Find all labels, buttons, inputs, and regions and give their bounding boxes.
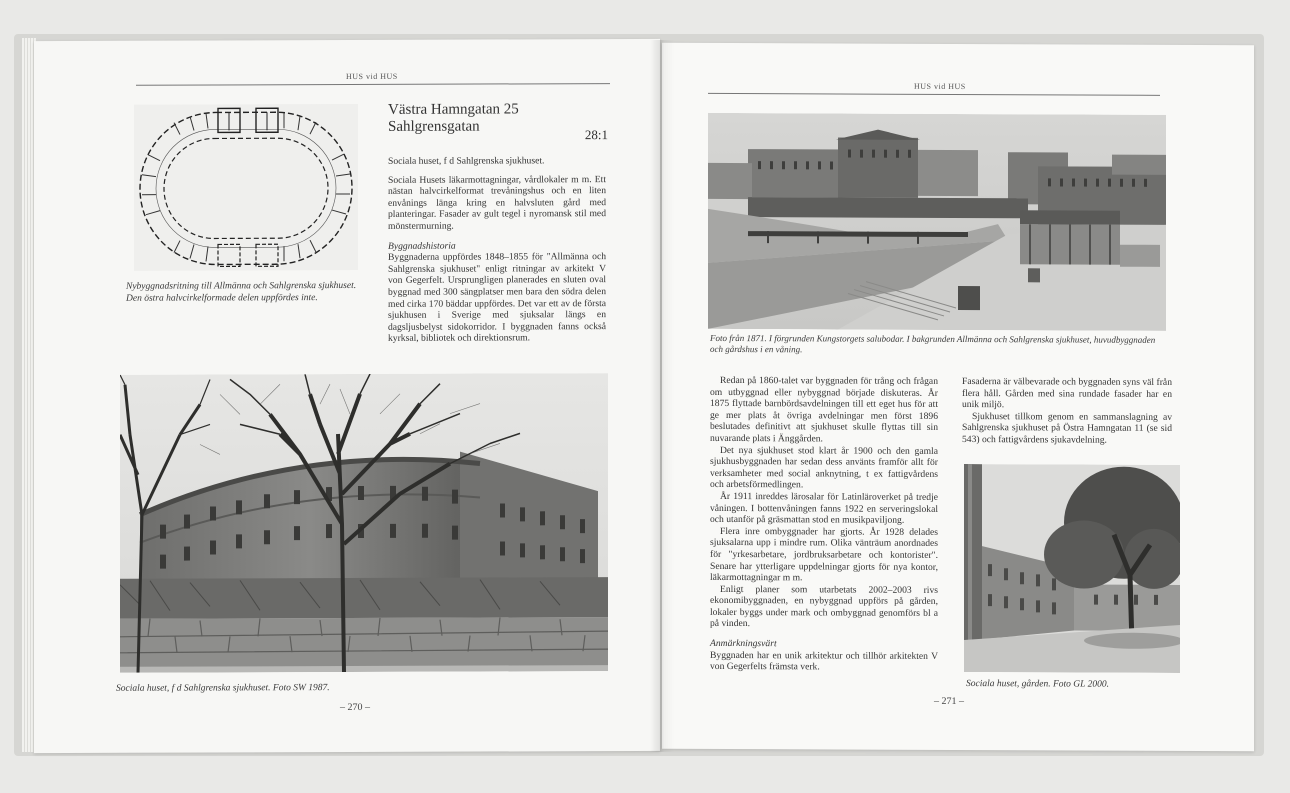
book-spine-shadow — [650, 40, 674, 752]
note-heading: Anmärkningsvärt — [710, 637, 777, 650]
main-photo-caption: Sociala huset, f d Sahlgrenska sjukhuset. Foto SW 1987. — [116, 683, 330, 694]
intro-text: Sociala huset, f d Sahlgrenska sjukhuset. — [388, 155, 545, 167]
history-heading: Byggnadshistoria — [388, 240, 456, 252]
header-rule-right — [708, 93, 1160, 96]
courtyard-photo-caption: Sociala huset, gården. Foto GL 2000. — [966, 679, 1110, 690]
page-number-left: – 270 – — [340, 701, 370, 714]
historic-1871-photo — [708, 113, 1166, 331]
courtyard-photo — [964, 464, 1180, 673]
use-text: Sociala Husets läkarmottagningar, vårdlokaler m m. Ett nästan halvcirkelformat trevåningshus och en liten envånings länga kring en halvsluten gård med planteringar. Fasader av gult tegel i nyromansk stil med mönstermurning. — [388, 173, 606, 232]
paragraph-6: Fasaderna är välbevarade och byggnaden syns väl från flera håll. Gården med sina rundade fasader har en unik miljö. — [962, 376, 1172, 411]
address-subtitle: Sahlgrensgatan — [388, 118, 480, 135]
note-text: Byggnaden har en unik arkitektur och tillhör arkitekten V von Gegerfelts främsta verk. — [710, 649, 938, 673]
address-title-block — [388, 101, 608, 143]
paragraph-5: Enligt planer som utarbetats 2002–2003 rivs ekonomibyggnaden, en nybyggnad uppförs på gården, lokaler byggs under mark och ombyggnad genomförs bl a på vinden. — [710, 583, 938, 630]
history-column-2 — [962, 376, 1172, 446]
floor-plan-drawing — [134, 104, 358, 271]
paragraph-4: Flera inre ombyggnader har gjorts. År 1928 delades sjuksalarna upp i mindre rum. Olika vänträum anordnades för "yrkesarbetare, jordbruksarbetare och kontorister". Senare har ytterligare uppdelningar gjorts för nya kontor, läkarmottagningar m m. — [710, 525, 938, 584]
hospital-building-photo — [120, 373, 608, 673]
running-head-right: HUS vid HUS — [914, 81, 966, 92]
address-title: Västra Hamngatan 25 — [388, 101, 519, 118]
right-page — [662, 43, 1254, 752]
reference-number: 28:1 — [584, 127, 608, 143]
paragraph-2: Det nya sjukhuset stod klart år 1900 och den gamla sjukhusbyggnaden har sedan dess använts framför allt för verksamheter med social anknytning, t ex fattigvårdens och arbetsförmedlingen. — [710, 444, 938, 491]
paragraph-3: År 1911 inreddes lärosalar för Latinläroverket på tredje våningen. I bottenvåningen fanns 1922 en serveringslokal och utanför på gräsmattan stod en musikpaviljong. — [710, 490, 938, 526]
paragraph-7: Sjukhuset tillkom genom en sammanslagning av Sahlgrenska sjukhuset på Östra Hamngatan 11 (se sid 543) och fattigvårdens sjukavdelning. — [962, 410, 1172, 446]
page-number-right: – 271 – — [934, 695, 964, 708]
history-text: Byggnaderna uppfördes 1848–1855 för "Allmänna och Sahlgrenska sjukhuset" enligt ritningar av arkitekt V von Gegerfelt. Ursprungligen planerades en sluten oval byggnad med 300 sängplatser men bara den södra delen med cirka 170 bäddar uppfördes. Det var ett av de första sjukhusen i Sverige med sjuksalar längs en dagsljusbelyst sidokorridor. I byggnaden fanns också kyrksal, bibliotek och direktionsrum. — [388, 251, 606, 345]
description-text — [388, 155, 606, 345]
historic-photo-caption: Foto från 1871. I förgrunden Kungstorgets salubodar. I bakgrunden Allmänna och Sahlgrenska sjukhuset, huvudbyggnaden och gårdshus i en våning. — [710, 332, 1156, 355]
header-rule-left — [136, 83, 610, 86]
running-head-left: HUS vid HUS — [346, 71, 398, 82]
paragraph-1: Redan på 1860-talet var byggnaden för trång och frågan om utbyggnad eller nybyggnad började diskuteras. År 1875 flyttade barnbördsavdelningen till ett eget hus för att ge mer plats åt övriga avdelningar men först 1896 beslutades definitivt att sjukhuset skulle flyttas till sin nuvarande plats i Änggården. — [710, 374, 938, 445]
history-column-1 — [710, 375, 938, 674]
left-page — [34, 39, 660, 753]
floor-plan-caption: Nybyggnadsritning till Allmänna och Sahlgrenska sjukhuset. Den östra halvcirkelformade delen uppfördes inte. — [126, 280, 357, 304]
